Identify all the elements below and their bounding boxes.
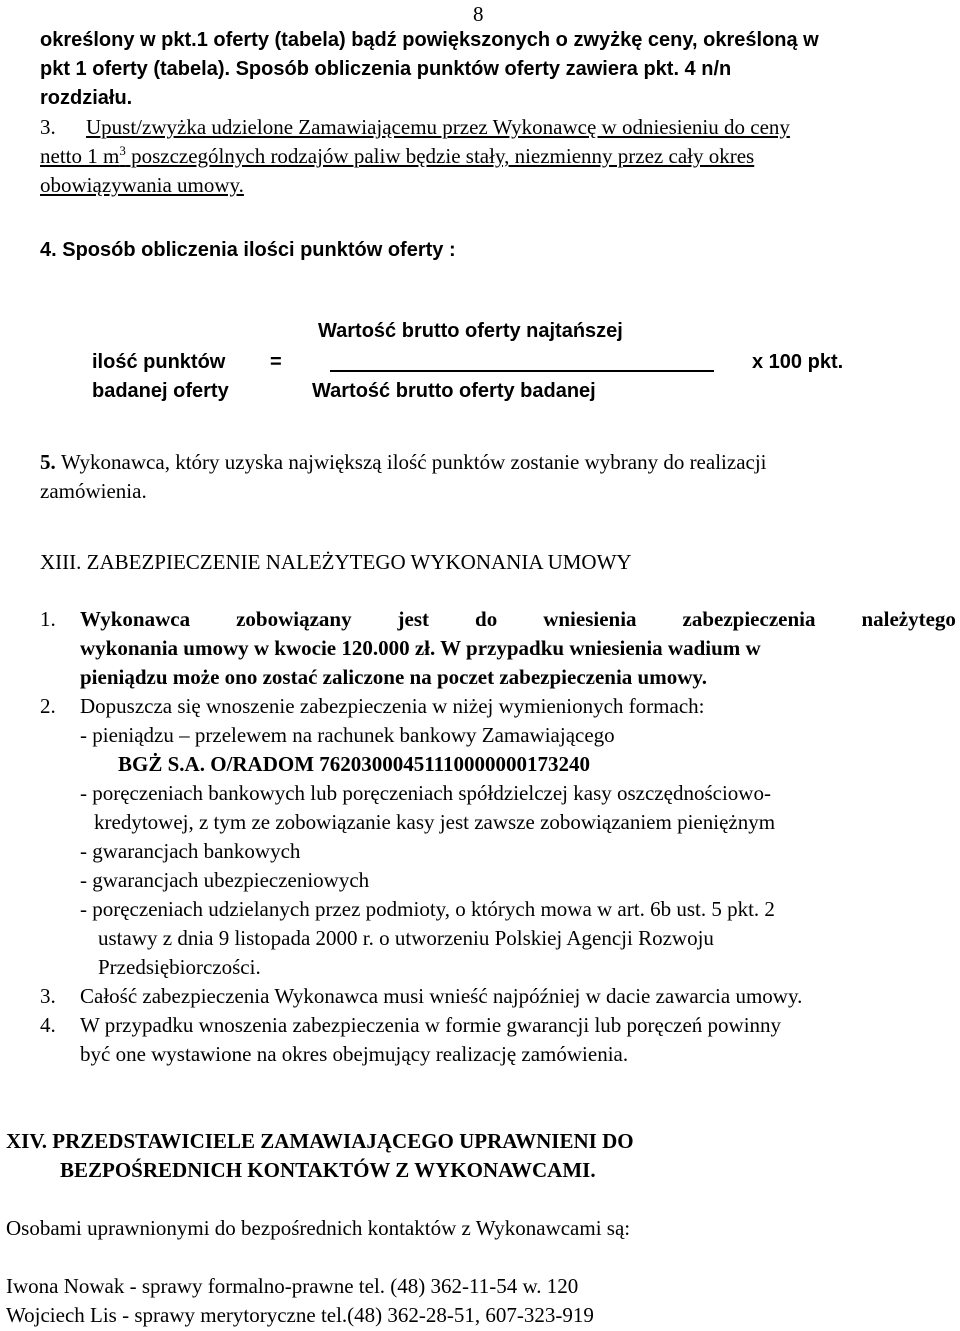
formula-fraction-line — [330, 370, 714, 372]
item-3-line-3: obowiązywania umowy. — [40, 173, 244, 197]
xiii-4-number: 4. — [40, 1013, 56, 1037]
xiii-2-line-2: - pieniądzu – przelewem na rachunek bankowy Zamawiającego — [80, 723, 615, 747]
xiii-2-line-7: - gwarancjach ubezpieczeniowych — [80, 868, 370, 892]
section-xiv-intro: Osobami uprawnionymi do bezpośrednich kontaktów z Wykonawcami są: — [6, 1216, 631, 1240]
intro-line-3: rozdziału. — [40, 87, 133, 109]
item-3-line-2: netto 1 $m^3$ poszczególnych rodzajów paliw będzie stały, niezmienny przez cały okres — [40, 143, 755, 168]
xiii-3-line-1: Całość zabezpieczenia Wykonawca musi wnieść najpóźniej w dacie zawarcia umowy. — [80, 984, 803, 1008]
intro-line-1: określony w pkt.1 oferty (tabela) bądź powiększonych o zwyżkę ceny, określoną w — [40, 29, 819, 51]
xiii-2-number: 2. — [40, 694, 56, 718]
xiii-1-line-1: Wykonawca zobowiązany jest do wniesienia zabezpieczenia należytego — [80, 607, 956, 631]
xiii-2-bank-account: BGŻ S.A. O/RADOM 76203000451110000000173240 — [118, 752, 590, 776]
section-xiii-title: XIII. ZABEZPIECZENIE NALEŻYTEGO WYKONANIA UMOWY — [40, 550, 632, 574]
xiii-2-line-8: - poręczeniach udzielanych przez podmioty, o których mowa w art. 6b ust. 5 pkt. 2 — [80, 897, 775, 921]
formula-numerator: Wartość brutto oferty najtańszej — [318, 320, 623, 342]
xiii-2-line-6: - gwarancjach bankowych — [80, 839, 301, 863]
xiii-2-line-1: Dopuszcza się wnoszenie zabezpieczenia w niżej wymienionych formach: — [80, 694, 705, 718]
section-xiv-title-line-2: BEZPOŚREDNICH KONTAKTÓW Z WYKONAWCAMI. — [60, 1158, 596, 1182]
xiii-3-number: 3. — [40, 984, 56, 1008]
formula-denominator: Wartość brutto oferty badanej — [312, 380, 596, 402]
xiii-4-line-2: być one wystawione na okres obejmujący realizację zamówienia. — [80, 1042, 629, 1066]
xiii-1-number: 1. — [40, 607, 56, 631]
xiii-2-line-10: Przedsiębiorczości. — [98, 955, 261, 979]
formula-lhs-points: ilość punktów — [92, 351, 226, 373]
xiii-1-line-2: wykonania umowy w kwocie 120.000 zł. W przypadku wniesienia wadium w — [80, 636, 761, 660]
formula-equals: = — [270, 351, 282, 373]
item-3-number: 3. — [40, 115, 56, 139]
formula-multiplier: x 100 pkt. — [752, 351, 844, 373]
item-4-heading: 4. Sposób obliczenia ilości punktów oferty : — [40, 239, 456, 261]
page-number: 8 — [473, 2, 484, 26]
xiii-2-line-9: ustawy z dnia 9 listopada 2000 r. o utworzeniu Polskiej Agencji Rozwoju — [98, 926, 714, 950]
item-3-line-1: Upust/zwyżka udzielone Zamawiającemu przez Wykonawcę w odniesieniu do ceny — [86, 115, 790, 139]
contact-iwona-nowak: Iwona Nowak - sprawy formalno-prawne tel. (48) 362-11-54 w. 120 — [6, 1274, 579, 1298]
xiii-2-line-5: kredytowej, z tym ze zobowiązanie kasy jest zawsze zobowiązaniem pieniężnym — [94, 810, 776, 834]
item-5-line-2: zamówienia. — [40, 479, 147, 503]
section-xiv-title-line-1: XIV. PRZEDSTAWICIELE ZAMAWIAJĄCEGO UPRAWNIENI DO — [6, 1129, 634, 1153]
intro-line-2: pkt 1 oferty (tabela). Sposób obliczenia punktów oferty zawiera pkt. 4 n/n — [40, 58, 732, 80]
xiii-4-line-1: W przypadku wnoszenia zabezpieczenia w formie gwarancji lub poręczeń powinny — [80, 1013, 782, 1037]
item-5-line-1: 5. Wykonawca, który uzyska największą ilość punktów zostanie wybrany do realizacji — [40, 450, 767, 474]
xiii-2-line-4: - poręczeniach bankowych lub poręczeniach spółdzielczej kasy oszczędnościowo- — [80, 781, 771, 805]
contact-wojciech-lis: Wojciech Lis - sprawy merytoryczne tel.(48) 362-28-51, 607-323-919 — [6, 1303, 594, 1327]
formula-lhs-offer: badanej oferty — [92, 380, 229, 402]
xiii-1-line-3: pieniądzu może ono zostać zaliczone na poczet zabezpieczenia umowy. — [80, 665, 707, 689]
